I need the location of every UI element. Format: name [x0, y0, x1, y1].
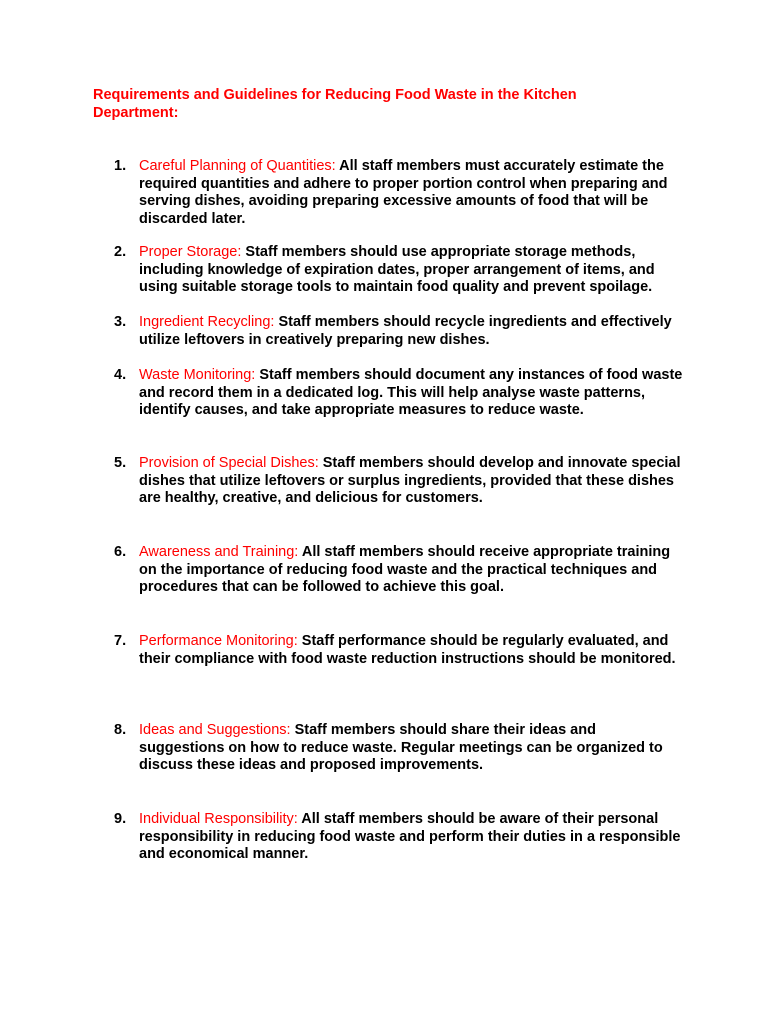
list-item-text — [139, 367, 684, 420]
list-item-number: 4. — [114, 367, 127, 383]
list-item-body: Staff members should document any instances of food waste and record them in a dedicated log. This will help analyse waste patterns, identify causes, and take appropriate measures to reduce waste. — [139, 367, 683, 418]
document-title: Requirements and Guidelines for Reducing Food Waste in the Kitchen Department: — [93, 87, 577, 121]
list-item-heading: Provision of Special Dishes: — [139, 455, 319, 471]
list-item-number: 1. — [114, 158, 127, 174]
list-item-heading: Awareness and Training: — [139, 544, 299, 560]
list-item-number: 2. — [114, 244, 127, 260]
list-item-body: Staff members should develop and innovate special dishes that utilize leftovers or surplus ingredients, provided that these dishes are healthy, creative, and delicious for customers. — [139, 455, 681, 506]
list-item-text — [139, 314, 684, 349]
list-item-heading: Careful Planning of Quantities: — [139, 158, 336, 174]
list-item-text — [139, 722, 684, 775]
list-item-body: All staff members must accurately estimate the required quantities and adhere to proper portion control when preparing and serving dishes, avoiding preparing excessive amounts of food that will be discarded later. — [139, 158, 668, 227]
list-item-number: 8. — [114, 722, 127, 738]
list-item-number: 9. — [114, 811, 127, 827]
list-item-number: 3. — [114, 314, 127, 330]
list-item-body: All staff members should receive appropriate training on the importance of reducing food waste and the practical techniques and procedures that can be followed to achieve this goal. — [139, 544, 671, 595]
list-item-heading: Performance Monitoring: — [139, 633, 298, 649]
list-item-body: Staff members should share their ideas and suggestions on how to reduce waste. Regular meetings can be organized to discuss these ideas and proposed improvements. — [139, 722, 663, 773]
list-item-text — [139, 244, 684, 297]
list-item-number: 6. — [114, 544, 127, 560]
list-item-text — [139, 158, 684, 228]
list-item-body: All staff members should be aware of their personal responsibility in reducing food waste and perform their duties in a responsible and economical manner. — [139, 811, 681, 862]
list-item-body: Staff performance should be regularly evaluated, and their compliance with food waste reduction instructions should be monitored. — [139, 633, 676, 667]
list-item-text — [139, 633, 684, 668]
list-item-body: Staff members should use appropriate storage methods, including knowledge of expiration dates, proper arrangement of items, and using suitable storage tools to maintain food quality and prevent spoilage. — [139, 244, 655, 295]
list-item-heading: Waste Monitoring: — [139, 367, 256, 383]
list-item-text — [139, 455, 684, 508]
list-item-heading: Ideas and Suggestions: — [139, 722, 291, 738]
list-item-body: Staff members should recycle ingredients and effectively utilize leftovers in creatively preparing new dishes. — [139, 314, 672, 348]
list-item-number: 7. — [114, 633, 127, 649]
list-item-text — [139, 811, 684, 864]
list-item-heading: Proper Storage: — [139, 244, 242, 260]
list-item-text — [139, 544, 684, 597]
list-item-number: 5. — [114, 455, 127, 471]
list-item-heading: Ingredient Recycling: — [139, 314, 275, 330]
list-item-heading: Individual Responsibility: — [139, 811, 298, 827]
